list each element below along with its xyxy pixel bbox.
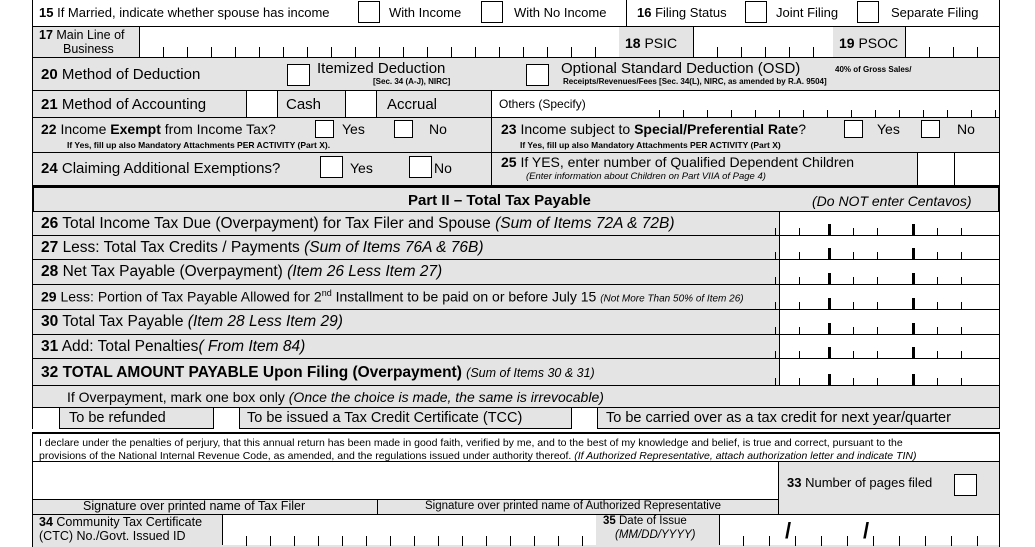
item-20-label: Method of Deduction bbox=[61, 66, 201, 83]
tax-item-reference: (Item 28 Less Item 29) bbox=[187, 313, 343, 330]
tax-item-text: Net Tax Payable (Overpayment) bbox=[62, 263, 288, 280]
tax-item-text: Less: Total Tax Credits / Payments bbox=[62, 239, 305, 256]
item-23-label-pre: Income subject to bbox=[520, 121, 635, 137]
tax-item-row bbox=[32, 260, 1000, 285]
with-no-income-label: With No Income bbox=[514, 5, 607, 20]
overpayment-label: If Overpayment, mark one box only bbox=[67, 389, 289, 405]
itemized-deduction-note: [Sec. 34 (A-J), NIRC] bbox=[373, 77, 451, 86]
special-rate-no-label: No bbox=[957, 121, 975, 137]
item-21-number: 21 bbox=[41, 96, 58, 113]
item-35-label: Date of Issue bbox=[619, 515, 687, 527]
row-15-spouse-income bbox=[32, 0, 1000, 27]
declaration-section bbox=[32, 432, 1000, 462]
with-no-income-checkbox[interactable] bbox=[481, 1, 503, 23]
item-23-label-post: ? bbox=[798, 121, 807, 137]
additional-exemptions-yes-label: Yes bbox=[350, 160, 373, 176]
item-22-number: 22 bbox=[41, 121, 57, 137]
additional-exemptions-no-checkbox[interactable] bbox=[409, 156, 432, 178]
tax-item-number: 28 bbox=[41, 263, 59, 280]
special-rate-yes-checkbox[interactable] bbox=[844, 120, 863, 138]
item-15-label: If Married, indicate whether spouse has income bbox=[57, 5, 330, 20]
tax-item-amount-input[interactable] bbox=[779, 359, 999, 385]
item-22-label-pre: Income bbox=[60, 121, 111, 137]
tax-item-row bbox=[32, 285, 1000, 310]
exempt-no-checkbox[interactable] bbox=[394, 120, 413, 138]
declaration-line-2: provisions of the National Internal Revenue Code, as amended, and the regulations issued under authority thereof. bbox=[39, 450, 575, 462]
overpayment-row bbox=[32, 386, 1000, 407]
additional-exemptions-no-label: No bbox=[434, 160, 452, 176]
row-22-23-income-exempt bbox=[32, 118, 1000, 153]
tax-item-sup: nd bbox=[321, 288, 332, 298]
tax-item-row bbox=[32, 212, 1000, 236]
item-35-number: 35 bbox=[603, 515, 616, 527]
special-rate-no-checkbox[interactable] bbox=[921, 120, 940, 138]
date-of-issue-input[interactable] bbox=[719, 515, 999, 545]
tax-item-amount-input[interactable] bbox=[779, 335, 999, 358]
psoc-input[interactable] bbox=[905, 27, 999, 57]
item-24-label: Claiming Additional Exemptions? bbox=[61, 160, 281, 177]
declaration-line-1: I declare under the penalties of perjury, that this annual return has been made in good faith, verified by me, and to the best of my knowledge and belief, is true and correct, pursuant to the bbox=[39, 437, 903, 449]
tax-item-number: 30 bbox=[41, 313, 59, 330]
item-23-label-bold: Special/Preferential Rate bbox=[634, 121, 799, 137]
with-income-checkbox[interactable] bbox=[358, 1, 380, 23]
item-17-label-line2: Business bbox=[63, 42, 114, 56]
tax-item-reference: (Not More Than 50% of Item 26) bbox=[600, 293, 744, 305]
psic-input[interactable] bbox=[693, 27, 833, 57]
tax-item-reference: ( From Item 84) bbox=[198, 338, 306, 355]
tcc-checkbox[interactable] bbox=[213, 408, 240, 429]
item-19-number: 19 bbox=[839, 35, 855, 51]
part-2-title: Part II – Total Tax Payable bbox=[408, 192, 591, 209]
tax-item-amount-input[interactable] bbox=[779, 260, 999, 284]
tax-item-number: 31 bbox=[41, 338, 59, 355]
itemized-deduction-checkbox[interactable] bbox=[287, 64, 310, 86]
item-22-label-post: from Income Tax? bbox=[160, 121, 276, 137]
separate-filing-checkbox[interactable] bbox=[857, 1, 879, 23]
exempt-yes-label: Yes bbox=[342, 121, 365, 137]
special-rate-yes-label: Yes bbox=[877, 121, 900, 137]
row-20-method-deduction bbox=[32, 58, 1000, 91]
cash-label: Cash bbox=[286, 96, 322, 113]
row-24-25-exemptions bbox=[32, 153, 1000, 186]
exempt-no-label: No bbox=[429, 121, 447, 137]
item-16-label: Filing Status bbox=[655, 5, 727, 20]
item-23-number: 23 bbox=[501, 121, 517, 137]
item-34-label-line1: Community Tax Certificate bbox=[56, 515, 203, 529]
item-18-label: PSIC bbox=[644, 35, 678, 51]
osd-checkbox[interactable] bbox=[526, 64, 549, 86]
tax-item-amount-input[interactable] bbox=[779, 310, 999, 334]
tax-item-text: Less: Portion of Tax Payable Allowed for 2 bbox=[60, 288, 322, 305]
overpayment-note: (Once the choice is made, the same is irrevocable) bbox=[288, 389, 604, 405]
tax-item-amount-input[interactable] bbox=[779, 212, 999, 235]
exempt-yes-checkbox[interactable] bbox=[315, 120, 334, 138]
item-34-label-line2: (CTC) No./Govt. Issued ID bbox=[39, 529, 186, 543]
item-15-number: 15 bbox=[39, 5, 54, 20]
item-17-number: 17 bbox=[39, 28, 53, 42]
tax-item-row bbox=[32, 359, 1000, 386]
tax-item-text: Total Tax Payable bbox=[62, 313, 188, 330]
tax-item-amount-input[interactable] bbox=[779, 285, 999, 309]
representative-signature-label: Signature over printed name of Authorized Representative bbox=[425, 500, 721, 512]
item-25-label: If YES, enter number of Qualified Dependent Children bbox=[520, 154, 855, 170]
carry-over-label: To be carried over as a tax credit for next year/quarter bbox=[606, 410, 951, 426]
tax-item-row bbox=[32, 310, 1000, 335]
ctc-number-input[interactable] bbox=[222, 515, 596, 545]
item-33-number: 33 bbox=[787, 475, 802, 490]
date-slash-2: / bbox=[863, 518, 870, 543]
osd-note-2: Receipts/Revenues/Fees [Sec. 34(L), NIRC, as amended by R.A. 9504] bbox=[563, 77, 827, 86]
item-17-label-line1: Main Line of bbox=[56, 28, 125, 42]
cash-checkbox[interactable] bbox=[246, 91, 278, 117]
item-19-label: PSOC bbox=[858, 35, 899, 51]
date-slash-1: / bbox=[785, 518, 792, 543]
item-33-label: Number of pages filed bbox=[805, 475, 933, 490]
item-16-number: 16 bbox=[637, 5, 652, 20]
row-17-main-line bbox=[32, 27, 1000, 58]
item-22-label-bold: Exempt bbox=[110, 121, 161, 137]
part-2-note: (Do NOT enter Centavos) bbox=[812, 193, 972, 209]
with-income-label: With Income bbox=[389, 5, 462, 20]
declaration-line-2-note: (If Authorized Representative, attach authorization letter and indicate TIN) bbox=[574, 450, 917, 462]
tax-item-number: 29 bbox=[41, 288, 57, 305]
osd-label: Optional Standard Deduction (OSD) bbox=[561, 60, 801, 77]
tax-item-text: Total Income Tax Due (Overpayment) for Tax Filer and Spouse bbox=[62, 215, 496, 232]
tax-filer-signature-label: Signature over printed name of Tax Filer bbox=[83, 499, 306, 513]
signature-input[interactable] bbox=[33, 462, 777, 499]
refund-checkbox[interactable] bbox=[33, 408, 60, 429]
tax-item-amount-input[interactable] bbox=[779, 236, 999, 259]
tax-item-number: 32 bbox=[41, 364, 59, 381]
joint-filing-checkbox[interactable] bbox=[745, 1, 767, 23]
osd-note-1: 40% of Gross Sales/ bbox=[835, 65, 912, 74]
pages-filed-input[interactable] bbox=[954, 474, 977, 496]
item-20-number: 20 bbox=[41, 66, 58, 83]
part-2-header bbox=[32, 186, 1000, 212]
separate-filing-label: Separate Filing bbox=[891, 5, 979, 20]
overpayment-options bbox=[32, 407, 1000, 429]
signature-section bbox=[32, 462, 1000, 515]
row-34-35-ctc bbox=[32, 515, 1000, 547]
item-23-note: If Yes, fill up also Mandatory Attachments PER ACTIVITY (Part X) bbox=[520, 140, 781, 150]
tax-item-number: 26 bbox=[41, 215, 59, 232]
tcc-label: To be issued a Tax Credit Certificate (TCC) bbox=[247, 410, 523, 426]
tax-item-reference: (Sum of Items 30 & 31) bbox=[466, 366, 595, 380]
accrual-label: Accrual bbox=[387, 96, 438, 113]
tax-item-reference: (Sum of Items 76A & 76B) bbox=[304, 239, 484, 256]
item-21-label: Method of Accounting bbox=[61, 96, 207, 113]
tax-item-reference: (Item 26 Less Item 27) bbox=[287, 263, 443, 280]
tax-item-reference: (Sum of Items 72A & 72B) bbox=[495, 215, 675, 232]
tax-item-row bbox=[32, 236, 1000, 260]
additional-exemptions-yes-checkbox[interactable] bbox=[320, 156, 343, 178]
others-specify-label: Others (Specify) bbox=[499, 97, 586, 111]
item-22-note: If Yes, fill up also Mandatory Attachments PER ACTIVITY (Part X). bbox=[67, 140, 331, 150]
item-25-note: (Enter information about Children on Part VIIA of Page 4) bbox=[526, 171, 766, 182]
joint-filing-label: Joint Filing bbox=[776, 5, 839, 20]
carry-over-checkbox[interactable] bbox=[571, 408, 598, 429]
tax-item-row bbox=[32, 335, 1000, 359]
tax-item-text: TOTAL AMOUNT PAYABLE Upon Filing (Overpayment) bbox=[62, 364, 467, 381]
itemized-deduction-label: Itemized Deduction bbox=[317, 60, 446, 77]
item-25-number: 25 bbox=[501, 154, 517, 170]
item-35-format: (MM/DD/YYYY) bbox=[615, 529, 696, 541]
tax-item-text: Add: Total Penalties bbox=[61, 338, 199, 355]
item-34-number: 34 bbox=[39, 515, 53, 529]
tax-item-number: 27 bbox=[41, 239, 59, 256]
item-24-number: 24 bbox=[41, 160, 58, 177]
refund-label: To be refunded bbox=[69, 410, 166, 426]
qualified-children-input[interactable] bbox=[917, 153, 999, 185]
tax-item-text-2: Installment to be paid on or before July 15 bbox=[331, 288, 601, 305]
item-18-number: 18 bbox=[625, 35, 641, 51]
accrual-checkbox[interactable] bbox=[345, 91, 377, 117]
row-21-method-accounting bbox=[32, 91, 1000, 118]
